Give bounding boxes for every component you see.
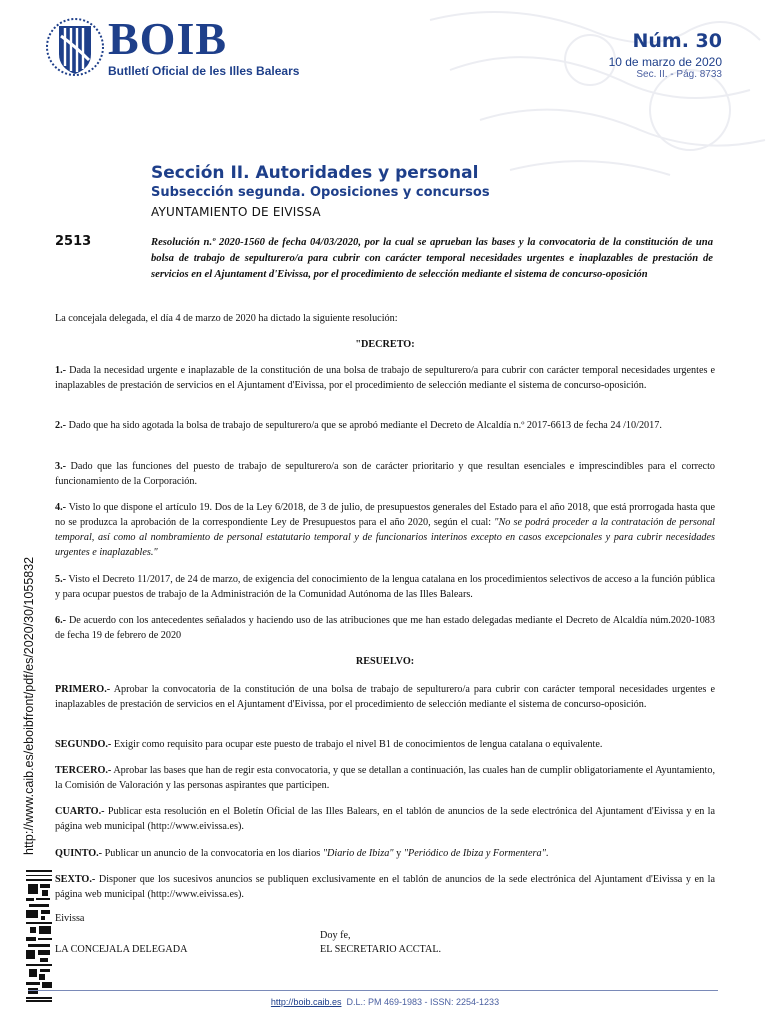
footer-divider [28, 990, 718, 991]
boib-shield-logo [46, 16, 104, 78]
resolution-text: Publicar esta resolución en el Boletín Oficial de las Illes Balears, en el tablón de anuncios de la sede electrónica del Ajuntament d'Eivissa y en la página web municipal (http://www.eivissa.es). [55, 806, 715, 832]
barcode-icon [26, 870, 52, 1002]
resuelvo-heading: RESUELVO: [355, 656, 415, 667]
resolution-text: Exigir como requisito para ocupar este puesto de trabajo el nivel B1 de conocimientos de lengua catalana o equivalente. [111, 739, 603, 750]
resolution-text: Aprobar la convocatoria de la constitución de una bolsa de trabajo de sepulturero/a para cubrir con carácter temporal necesidades urgentes e inaplazables de prestación de servicios en el Ajuntament d'Eivissa, por el procedimiento de selección mediante el sistema de concurso-oposición. [55, 684, 715, 710]
boib-subtitle: Butlletí Oficial de les Illes Balears [108, 64, 300, 78]
paragraph-text: Dada la necesidad urgente e inaplazable de la constitución de una bolsa de trabajo de sepulturero/a para cubrir con carácter temporal necesidades urgentes e inaplazables de prestación de servicios en el Ajuntament d'Eivissa, por el procedimiento de selección mediante el sistema de concurso-oposición. [55, 365, 715, 391]
document-number: 2513 [55, 234, 92, 249]
paragraph-1 [55, 363, 715, 393]
document-title: Resolución n.º 2020-1560 de fecha 04/03/2020, por la cual se aprueban las bases y la convocatoria de la constitución de una bolsa de trabajo de sepulturero/a para cubrir con carácter temporal necesidades urgentes e inaplazables de prestación de servicios en el Ajuntament d'Eivissa, por el procedimiento de selección mediante el sistema de concurso-oposición [151, 237, 713, 280]
newspaper-name: "Periódico de Ibiza y Formentera" [403, 848, 546, 859]
paragraph-text: Visto el Decreto 11/2017, de 24 de marzo, de exigencia del conocimiento de la lengua catalana en los procedimientos selectivos de acceso a la función pública y para ocupar puestos de trabajo de la Administración de la Comunidad Autónoma de las Illes Balears. [55, 574, 715, 600]
paragraph-quote: "No se podrá proceder a la contratación de personal temporal, así como al nombramiento de personal estatutario temporal y de funcionarios interinos excepto en casos excepcionales y para cubrir necesidades urgentes e inaplazables." [55, 517, 715, 558]
intro-paragraph: La concejala delegada, el día 4 de marzo de 2020 ha dictado la siguiente resolución: [55, 313, 398, 324]
resolution-text: Disponer que los sucesivos anuncios se publiquen exclusivamente en el tablón de anuncios de la sede electrónica del Ajuntament d'Eivissa y en la página web municipal (http://www.eivissa.es). [55, 874, 715, 900]
signer-left: LA CONCEJALA DELEGADA [55, 944, 188, 955]
section-page: Sec. II. - Pág. 8733 [636, 69, 722, 80]
paragraph-number: 3.- [55, 461, 67, 472]
footer [0, 997, 770, 1007]
boib-link[interactable]: http://boib.caib.es [270, 997, 342, 1007]
newspaper-name: "Diario de Ibiza" [322, 848, 394, 859]
resolution-label: TERCERO.- [55, 765, 112, 776]
paragraph-6 [55, 613, 715, 643]
paragraph-number: 6.- [55, 615, 67, 626]
resolution-label: QUINTO.- [55, 848, 103, 859]
bulletin-number: Núm. 30 [632, 30, 722, 52]
paragraph-number: 1.- [55, 365, 67, 376]
section-subtitle: Subsección segunda. Oposiciones y concursos [151, 185, 490, 200]
resolution-text: y [393, 848, 404, 859]
doy-fe: Doy fe, [320, 930, 351, 941]
boib-wordmark: BOIB [108, 13, 228, 64]
paragraph-5 [55, 572, 715, 602]
paragraph-text: Dado que ha sido agotada la bolsa de trabajo de sepulturero/a que se aprobó mediante el Decreto de Alcaldía n.º 2017-6613 de fecha 24 /10/2017. [66, 420, 662, 431]
signing-place: Eivissa [55, 913, 85, 924]
organization-name: AYUNTAMIENTO DE EIVISSA [151, 205, 321, 219]
paragraph-text: De acuerdo con los antecedentes señalados y haciendo uso de las atribuciones que me han estado delegadas mediante el Decreto de Alcaldía núm.2020-1083 de fecha 19 de febrero de 2020 [55, 615, 715, 641]
legal-deposit: D.L.: PM 469-1983 - ISSN: 2254-1233 [346, 997, 500, 1007]
resolution-text: Publicar un anuncio de la convocatoria en los diarios [102, 848, 323, 859]
resolution-label: SEXTO.- [55, 874, 96, 885]
resolution-label: CUARTO.- [55, 806, 105, 817]
paragraph-number: 4.- [55, 502, 67, 513]
resolution-tercero [55, 763, 715, 793]
resolution-sexto [55, 872, 715, 902]
signer-right: EL SECRETARIO ACCTAL. [320, 944, 442, 955]
section-title: Sección II. Autoridades y personal [151, 163, 479, 183]
bulletin-date: 10 de marzo de 2020 [608, 55, 722, 69]
decreto-heading: "DECRETO: [355, 339, 415, 350]
paragraph-number: 2.- [55, 420, 67, 431]
paragraph-3 [55, 459, 715, 489]
resolution-label: PRIMERO.- [55, 684, 111, 695]
document-url-vertical[interactable]: http://www.caib.es/eboibfront/pdf/es/2020/30/1055832 [22, 556, 36, 855]
resolution-segundo [55, 737, 715, 752]
resolution-primero [55, 682, 715, 712]
resolution-cuarto [55, 804, 715, 834]
paragraph-4 [55, 500, 715, 560]
paragraph-2 [55, 418, 715, 433]
paragraph-text: Dado que las funciones del puesto de trabajo de sepulturero/a son de carácter prioritario y que resultan esenciales e imprescindibles para el correcto funcionamiento de la Corporación. [55, 461, 715, 487]
paragraph-text: Visto lo que dispone el artículo 19. Dos de la Ley 6/2018, de 3 de julio, de presupuestos generales del Estado para el año 2018, que está prorrogada hasta que no se produzca la aprobación de la correspondiente Ley de Presupuestos para el año 2020, según el cual: [55, 502, 715, 528]
resolution-label: SEGUNDO.- [55, 739, 112, 750]
resolution-text: . [545, 848, 549, 859]
resolution-quinto [55, 846, 715, 861]
watermark-seal [390, 0, 770, 185]
paragraph-number: 5.- [55, 574, 67, 585]
resolution-text: Aprobar las bases que han de regir esta convocatoria, y que se detallan a continuación, las cuales han de cumplir obligatoriamente el Ayuntamiento, la Comisión de Valoración y las personas aspirantes que participen. [55, 765, 715, 791]
